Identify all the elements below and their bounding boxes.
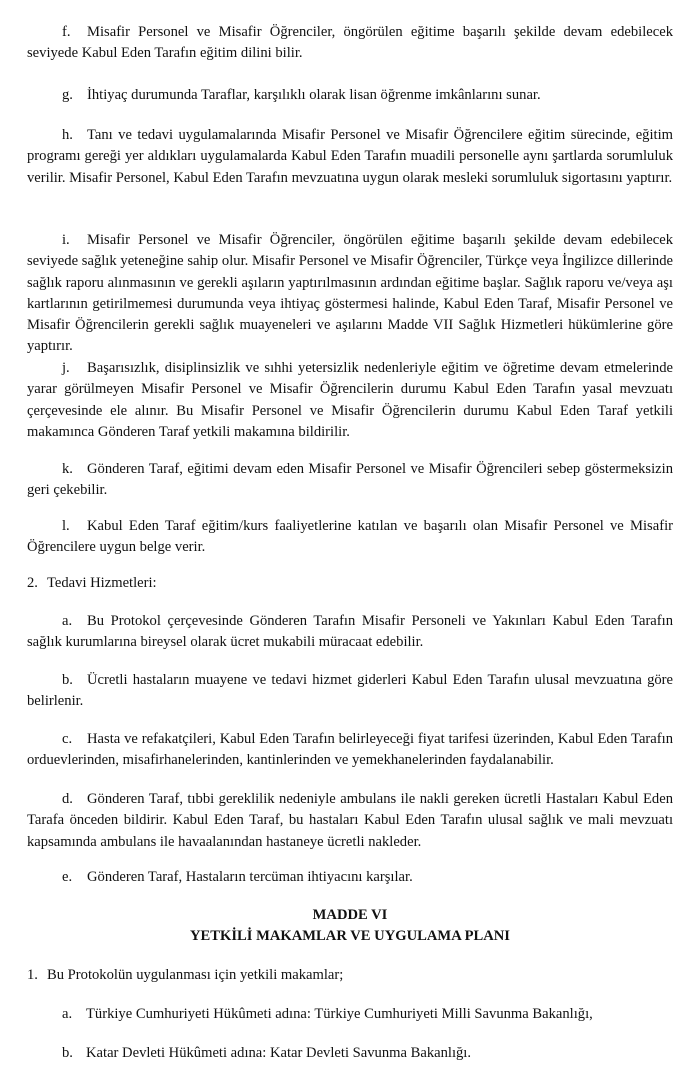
paragraph-g xyxy=(27,85,673,106)
paragraph-treatment-d xyxy=(27,789,673,853)
authority-turkey xyxy=(62,1004,593,1025)
item-marker: i. xyxy=(62,232,70,248)
article-subheading: YETKİLİ MAKAMLAR VE UYGULAMA PLANI xyxy=(189,928,510,944)
authority-qatar xyxy=(62,1043,471,1064)
item-marker: f. xyxy=(62,24,71,40)
item-marker: c. xyxy=(62,731,73,747)
item-text: Türkiye Cumhuriyeti Hükûmeti adına: Türkiye Cumhuriyeti Milli Savunma Bakanlığı, xyxy=(86,1006,593,1022)
paragraph-text: Misafir Personel ve Misafir Öğrenciler, öngörülen eğitime başarılı şekilde devam edebilecek seviyede Kabul Eden Tarafın eğitim dilini bilir. xyxy=(27,24,673,62)
paragraph-text: Ücretli hastaların muayene ve tedavi hizmet giderleri Kabul Eden Tarafın ulusal mevzuatına göre belirlenir. xyxy=(27,672,673,710)
paragraph-i xyxy=(27,230,673,358)
item-marker: b. xyxy=(62,672,73,688)
paragraph-text: Misafir Personel ve Misafir Öğrenciler, öngörülen eğitime başarılı şekilde devam edebilecek seviyede sağlık yeteneğine sahip olur. Misafir Personel ve Misafir Öğrenciler, Türkçe veya İngilizce dillerinde sağlık raporu alınmasının ve gerekli aşıların yaptırılmasının ardından eğitime başlar. Sağlık raporu ve/veya aşı kartlarının getirilmemesi durumunda veya ihtiyaç göstermesi halinde, Kabul Eden Taraf, Misafir Personel ve Misafir Öğrencilerin gerekli sağlık muayeneleri ve aşılarını Madde VII Sağlık Hizmetleri hükümlerine göre yaptırır. xyxy=(27,232,673,355)
section-title: Tedavi Hizmetleri: xyxy=(47,575,157,591)
item-text: Bu Protokolün uygulanması için yetkili makamlar; xyxy=(47,967,344,983)
paragraph-k xyxy=(27,459,673,502)
paragraph-text: Gönderen Taraf, tıbbi gereklilik nedeniyle ambulans ile nakli gereken ücretli Hastaları Kabul Eden Tarafa önceden bildirir. Kabul Eden Taraf, bu hastaları Kabul Eden Tarafın ulusal sağlık ve mali mevzuatı kapsamında ambulans ile havaalanından hastaneye ücretli nakleder. xyxy=(27,791,673,850)
item-marker: d. xyxy=(62,791,73,807)
paragraph-text: İhtiyaç durumunda Taraflar, karşılıklı olarak lisan öğrenme imkânlarını sunar. xyxy=(87,87,541,103)
paragraph-treatment-b xyxy=(27,670,673,713)
paragraph-text: Tanı ve tedavi uygulamalarında Misafir Personel ve Misafir Öğrencilere eğitim sürecinde, eğitim programı gereği yer aldıkları uygulamalarda Kabul Eden Tarafın muadili personelle aynı şartlarda sorumluluk verilir. Misafir Personel, Kabul Eden Tarafın mevzuatına uygun olarak mesleki sorumluluk sigortasını yaptırır. xyxy=(27,127,673,186)
item-marker: j. xyxy=(62,360,70,376)
paragraph-text: Kabul Eden Taraf eğitim/kurs faaliyetlerine katılan ve başarılı olan Misafir Personel ve Misafir Öğrencilere uygun belge verir. xyxy=(27,518,673,556)
paragraph-h xyxy=(27,125,673,189)
paragraph-treatment-e xyxy=(27,867,673,888)
article-item-1 xyxy=(27,965,343,986)
paragraph-text: Bu Protokol çerçevesinde Gönderen Tarafın Misafir Personeli ve Yakınları Kabul Eden Tarafın sağlık kurumlarına bireysel olarak ücret mukabili müracaat edebilir. xyxy=(27,613,673,651)
item-number: 1. xyxy=(27,967,38,983)
item-marker: e. xyxy=(62,869,73,885)
paragraph-text: Gönderen Taraf, Hastaların tercüman ihtiyacını karşılar. xyxy=(87,869,413,885)
paragraph-l xyxy=(27,516,673,559)
article-heading: MADDE VI xyxy=(312,907,388,923)
item-marker: a. xyxy=(62,613,73,629)
section-number: 2. xyxy=(27,575,38,591)
item-text: Katar Devleti Hükûmeti adına: Katar Devleti Savunma Bakanlığı. xyxy=(86,1045,471,1061)
paragraph-treatment-a xyxy=(27,611,673,654)
paragraph-text: Başarısızlık, disiplinsizlik ve sıhhi yetersizlik nedenleriyle eğitim ve öğretime devam etmelerinde yarar görülmeyen Misafir Personel ve Misafir Öğrencilerin durumu Kabul Eden Tarafın yasal mevzuatı çerçevesinde ele alınır. Bu Misafir Personel ve Misafir Öğrencilerin durumu Kabul Eden Taraf yetkili makamınca Gönderen Taraf yetkili makamına bildirilir. xyxy=(27,360,673,440)
item-marker: g. xyxy=(62,87,73,103)
item-marker: h. xyxy=(62,127,73,143)
paragraph-f xyxy=(27,22,673,65)
item-marker: a. xyxy=(62,1006,73,1022)
paragraph-text: Gönderen Taraf, eğitimi devam eden Misafir Personel ve Misafir Öğrencileri sebep göstermeksizin geri çekebilir. xyxy=(27,461,673,499)
item-marker: l. xyxy=(62,518,70,534)
paragraph-treatment-c xyxy=(27,729,673,772)
item-marker: k. xyxy=(62,461,73,477)
item-marker: b. xyxy=(62,1045,73,1061)
section-heading-treatment xyxy=(27,573,157,594)
paragraph-j xyxy=(27,358,673,443)
paragraph-text: Hasta ve refakatçileri, Kabul Eden Tarafın belirleyeceği fiyat tarifesi üzerinden, Kabul Eden Tarafın orduevlerinden, misafirhanelerinden, kantinlerinden ve yemekhanelerinden faydalanabilir. xyxy=(27,731,673,769)
